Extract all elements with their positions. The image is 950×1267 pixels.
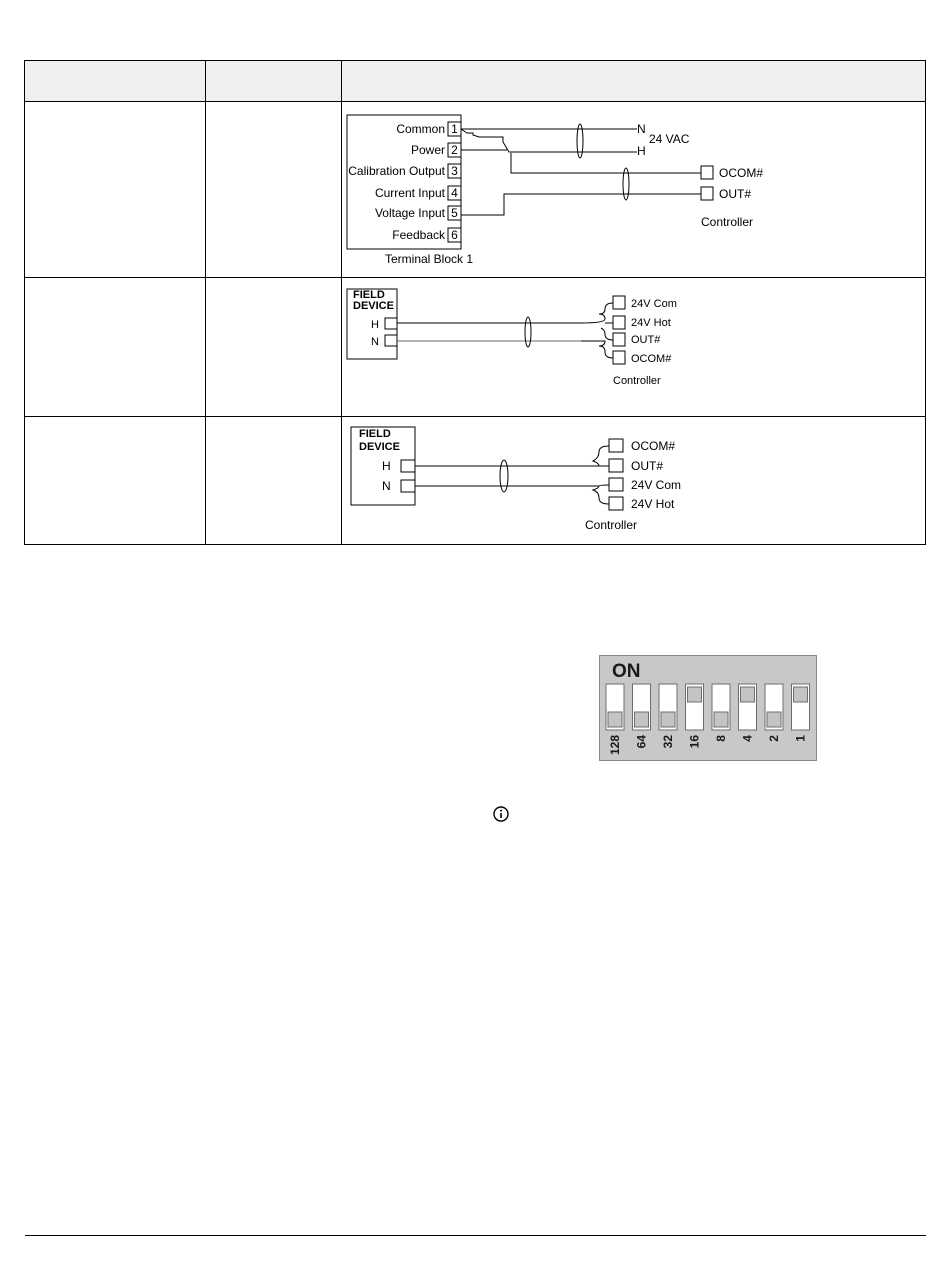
controller-terminal-label: 24V Hot	[631, 317, 671, 329]
terminal-label: Calibration Output	[348, 164, 445, 178]
dip-value-label: 1	[793, 735, 808, 742]
dip-actuator	[635, 712, 649, 727]
dip-value-label: 64	[634, 735, 649, 749]
row-divider	[25, 416, 925, 417]
dip-actuator	[688, 687, 702, 702]
device-terminal-label: H	[382, 459, 391, 473]
dip-switch-position	[606, 684, 624, 755]
wiring-diagram-field-device-b	[349, 425, 709, 535]
controller-terminal	[701, 187, 713, 200]
controller-terminal-label: OUT#	[719, 187, 752, 201]
device-terminal-label: H	[371, 319, 379, 331]
wires	[397, 303, 613, 358]
dip-actuator	[741, 687, 755, 702]
wiring-table	[24, 60, 926, 545]
terminal-number: 1	[451, 122, 458, 136]
column-divider	[341, 61, 342, 544]
wiring-diagram-field-device-a	[343, 283, 703, 401]
device-terminal-label: N	[371, 336, 379, 348]
row-divider	[25, 277, 925, 278]
controller-caption: Controller	[701, 215, 754, 229]
column-divider	[205, 61, 206, 544]
wires	[415, 446, 609, 504]
terminal-label: Feedback	[392, 228, 445, 242]
controller-caption: Controller	[613, 375, 661, 387]
dip-value-label: 128	[608, 735, 622, 756]
supply-voltage-label: 24 VAC	[649, 132, 690, 146]
dip-value-label: 8	[714, 735, 728, 742]
dip-value-label: 16	[687, 735, 702, 749]
dip-value-label: 2	[767, 735, 781, 742]
table-header-row	[25, 61, 925, 101]
controller-terminal-label: 24V Com	[631, 478, 682, 492]
dip-switch-position	[686, 684, 704, 748]
terminal-number: 6	[451, 228, 458, 242]
terminal-label: Voltage Input	[374, 206, 445, 220]
controller-terminal-label: OUT#	[631, 334, 661, 346]
terminal-number: 2	[451, 143, 458, 157]
device-label: DEVICE	[359, 441, 400, 453]
dip-value-label: 4	[740, 735, 755, 742]
device-terminal-label: N	[382, 479, 391, 493]
terminal-number: 4	[451, 186, 458, 200]
controller-terminal-label: OUT#	[631, 459, 664, 473]
terminal-number-boxes	[448, 122, 461, 242]
dip-actuator	[661, 712, 675, 727]
dip-actuator	[608, 712, 622, 727]
row-divider	[25, 101, 925, 102]
footer-rule	[25, 1235, 926, 1236]
terminal-label: Common	[396, 122, 445, 136]
controller-terminal-label: OCOM#	[631, 353, 672, 365]
terminal-label: Power	[410, 143, 445, 157]
terminal-labels	[348, 122, 446, 242]
dip-switch-position	[633, 684, 651, 748]
terminal-block-caption: Terminal Block 1	[385, 252, 474, 266]
device-label: FIELD	[353, 289, 385, 301]
dip-switch	[599, 655, 818, 761]
terminal-number: 5	[451, 206, 458, 220]
cable-shield	[577, 124, 629, 200]
controller-terminal-label: 24V Com	[631, 298, 677, 310]
controller-caption: Controller	[585, 518, 638, 532]
device-label: DEVICE	[353, 300, 394, 312]
wiring-diagram-24vac	[343, 109, 783, 271]
terminal-label: Current Input	[374, 186, 445, 200]
terminal-numbers	[451, 122, 458, 242]
dip-switch-position	[659, 684, 677, 748]
supply-neutral-label: N	[637, 122, 646, 136]
dip-actuator	[767, 712, 781, 727]
supply-hot-label: H	[637, 144, 646, 158]
controller-terminal	[701, 166, 713, 179]
dip-value-label: 32	[661, 735, 675, 749]
terminal-number: 3	[451, 164, 458, 178]
controller-terminal-label: OCOM#	[631, 439, 676, 453]
controller-terminal-label: 24V Hot	[631, 497, 675, 511]
device-label: FIELD	[359, 428, 391, 440]
dip-on-label: ON	[612, 661, 641, 682]
dip-actuator	[714, 712, 728, 727]
info-icon	[492, 805, 510, 823]
dip-actuator	[794, 687, 808, 702]
controller-terminal-label: OCOM#	[719, 166, 764, 180]
